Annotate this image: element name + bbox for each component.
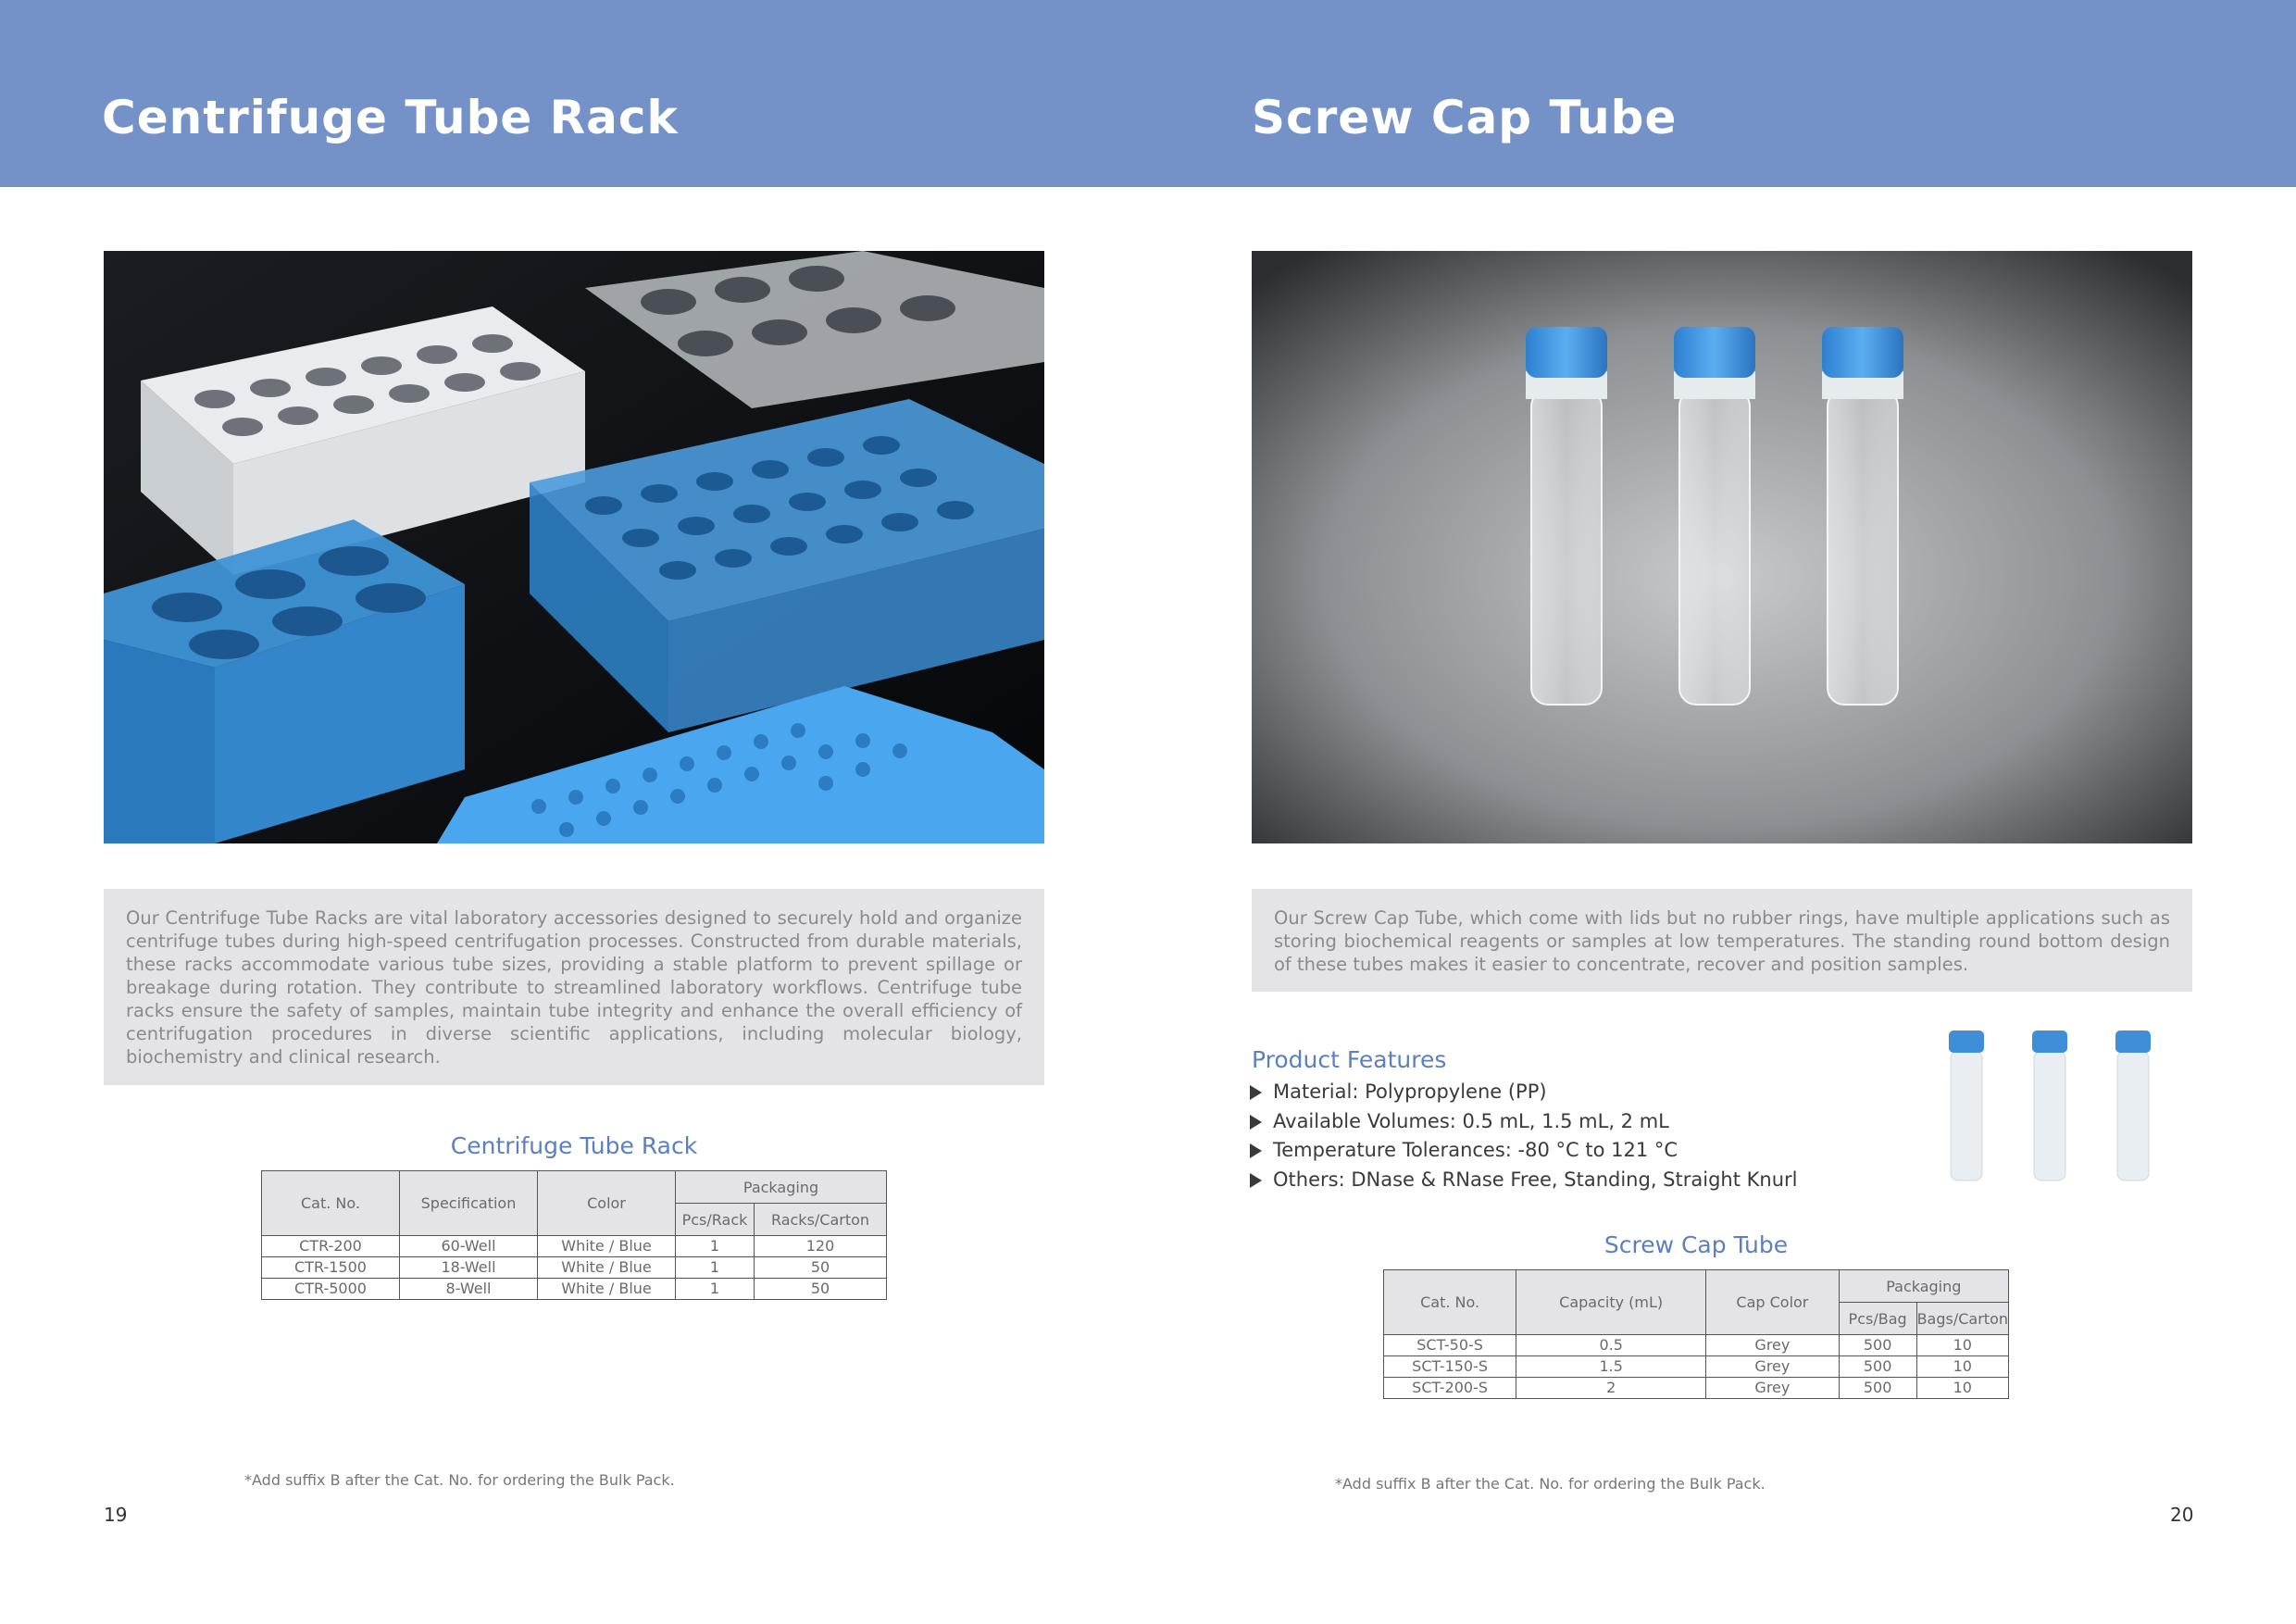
feature-text: Available Volumes: 0.5 mL, 1.5 mL, 2 mL (1273, 1109, 1669, 1132)
right-description: Our Screw Cap Tube, which come with lids but no rubber rings, have multiple applications such as storing biochemical reagents or samples at low temperatures. The standing round bottom design of these tubes makes it easier to concentrate, recover and position samples. (1252, 889, 2192, 992)
product-features-list (1250, 1078, 1797, 1194)
screw-cap-tube-photo (1252, 251, 2192, 843)
cell-cap-color: Grey (1706, 1356, 1839, 1378)
cell-capacity: 1.5 (1516, 1356, 1706, 1378)
feature-item (1250, 1136, 1797, 1166)
left-table-title: Centrifuge Tube Rack (450, 1132, 698, 1159)
cell-bags: 10 (1916, 1335, 2008, 1356)
tube-rack-photo (104, 251, 1044, 843)
table-row (262, 1257, 887, 1279)
table-row (262, 1279, 887, 1300)
cell-cartons: 50 (755, 1257, 887, 1279)
cell-cat: SCT-150-S (1384, 1356, 1516, 1378)
cell-color: White / Blue (538, 1279, 676, 1300)
bullet-arrow-icon (1250, 1085, 1262, 1100)
table-row (262, 1236, 887, 1257)
cell-pcs: 500 (1839, 1378, 1916, 1399)
cell-cat: SCT-200-S (1384, 1378, 1516, 1399)
table-row (1384, 1378, 2009, 1399)
feature-text: Material: Polypropylene (PP) (1273, 1081, 1547, 1103)
col-pcs-bag: Pcs/Bag (1839, 1303, 1916, 1335)
col-capacity: Capacity (mL) (1516, 1270, 1706, 1335)
cell-pcs: 1 (676, 1236, 755, 1257)
left-page-title: Centrifuge Tube Rack (102, 91, 679, 144)
cell-pcs: 1 (676, 1257, 755, 1279)
cell-cat: CTR-1500 (262, 1257, 400, 1279)
cell-color: White / Blue (538, 1236, 676, 1257)
cell-cap-color: Grey (1706, 1335, 1839, 1356)
bullet-arrow-icon (1250, 1115, 1262, 1130)
col-bags-carton: Bags/Carton (1916, 1303, 2008, 1335)
cell-cat: SCT-50-S (1384, 1335, 1516, 1356)
cell-pcs: 500 (1839, 1335, 1916, 1356)
col-color: Color (538, 1171, 676, 1236)
col-cat-no: Cat. No. (262, 1171, 400, 1236)
left-description: Our Centrifuge Tube Racks are vital laboratory accessories designed to securely hold and organize centrifuge tubes during high-speed centrifugation processes. Constructed from durable materials, these racks accommodate various tube sizes, providing a stable platform to prevent spillage or breakage during rotation. They contribute to streamlined laboratory workflows. Centrifuge tube racks ensure the safety of samples, maintain tube integrity and enhance the overall efficiency of centrifugation procedures in diverse scientific applications, including molecular biology, biochemistry and clinical research. (104, 889, 1044, 1085)
feature-text: Others: DNase & RNase Free, Standing, Straight Knurl (1273, 1168, 1798, 1191)
cell-spec: 18-Well (400, 1257, 538, 1279)
cell-bags: 10 (1916, 1356, 2008, 1378)
right-footnote: *Add suffix B after the Cat. No. for ordering the Bulk Pack. (1335, 1475, 1766, 1493)
table-row (1384, 1335, 2009, 1356)
feature-item (1250, 1166, 1797, 1195)
cell-cat: CTR-200 (262, 1236, 400, 1257)
cell-cap-color: Grey (1706, 1378, 1839, 1399)
right-table-title: Screw Cap Tube (1603, 1231, 1789, 1258)
left-page-number: 19 (104, 1504, 128, 1526)
cell-capacity: 0.5 (1516, 1335, 1706, 1356)
cell-bags: 10 (1916, 1378, 2008, 1399)
col-cap-color: Cap Color (1706, 1270, 1839, 1335)
cell-color: White / Blue (538, 1257, 676, 1279)
cell-pcs: 1 (676, 1279, 755, 1300)
bullet-arrow-icon (1250, 1143, 1262, 1158)
cell-cat: CTR-5000 (262, 1279, 400, 1300)
col-packaging: Packaging (1839, 1270, 2008, 1303)
small-tubes-photo (1930, 1023, 2180, 1199)
cell-spec: 8-Well (400, 1279, 538, 1300)
col-pcs-rack: Pcs/Rack (676, 1204, 755, 1236)
col-racks-carton: Racks/Carton (755, 1204, 887, 1236)
col-specification: Specification (400, 1171, 538, 1236)
bullet-arrow-icon (1250, 1173, 1262, 1188)
centrifuge-rack-table (261, 1170, 887, 1300)
cell-capacity: 2 (1516, 1378, 1706, 1399)
feature-item (1250, 1107, 1797, 1137)
table-row (1384, 1356, 2009, 1378)
screw-cap-tube-table (1383, 1269, 2009, 1399)
right-page-title: Screw Cap Tube (1252, 91, 1678, 144)
right-page-number: 20 (2170, 1504, 2194, 1526)
feature-item (1250, 1078, 1797, 1107)
left-footnote: *Add suffix B after the Cat. No. for ordering the Bulk Pack. (244, 1471, 675, 1489)
product-features-title: Product Features (1252, 1046, 1447, 1073)
col-packaging: Packaging (676, 1171, 887, 1204)
cell-spec: 60-Well (400, 1236, 538, 1257)
feature-text: Temperature Tolerances: -80 °C to 121 °C (1273, 1139, 1678, 1161)
header-banner (0, 0, 2296, 187)
col-cat-no: Cat. No. (1384, 1270, 1516, 1335)
cell-cartons: 120 (755, 1236, 887, 1257)
cell-cartons: 50 (755, 1279, 887, 1300)
cell-pcs: 500 (1839, 1356, 1916, 1378)
